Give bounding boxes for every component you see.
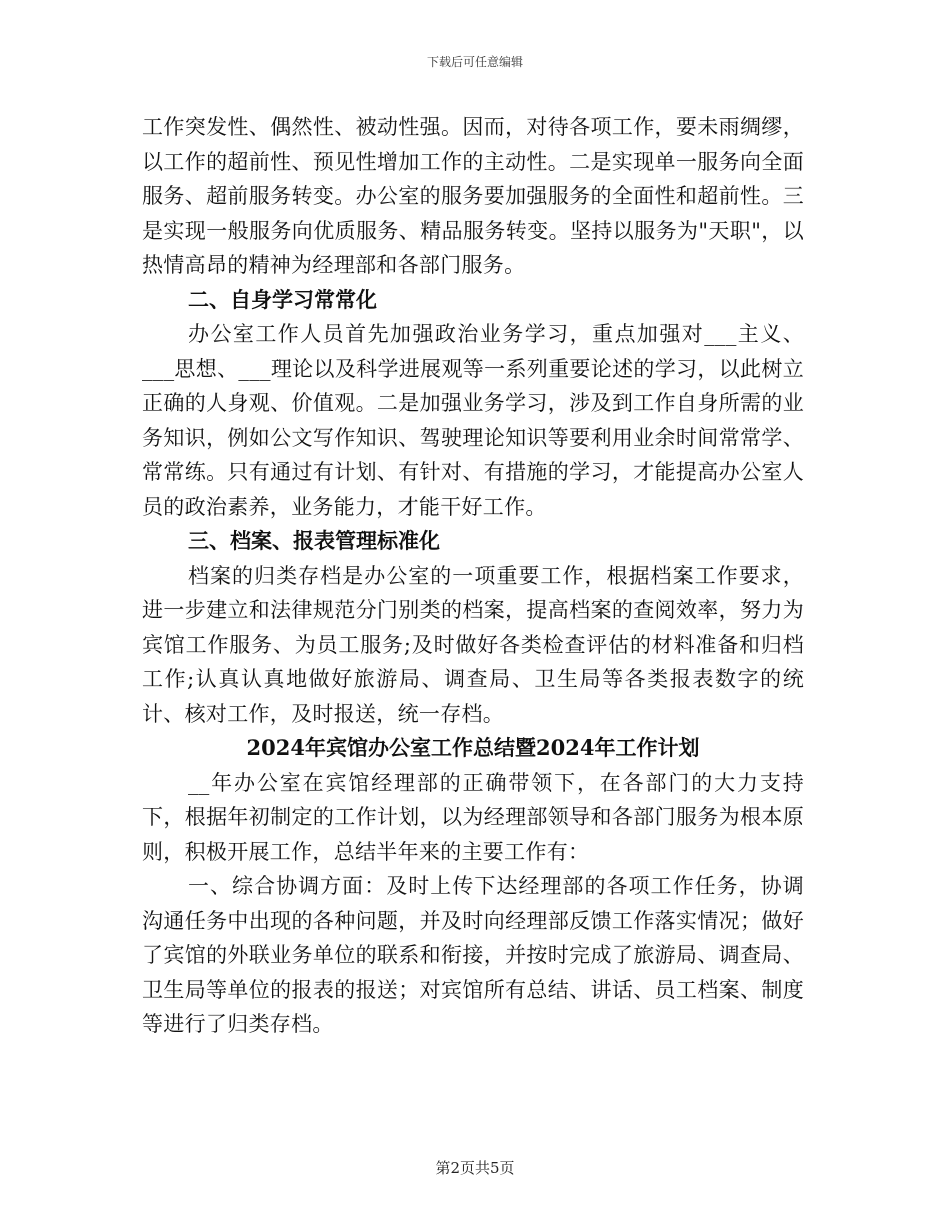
document-body bbox=[142, 110, 804, 1042]
page-header: 下载后可任意编辑 bbox=[426, 55, 523, 69]
paragraph-archives: 档案的归类存档是办公室的一项重要工作，根据档案工作要求，进一步建立和法律规范分门别类的档案，提高档案的查阅效率，努力为宾馆工作服务、为员工服务;及时做好各类检查评估的材料准备和归档工作;认真认真地做好旅游局、调查局、卫生局等各类报表数字的统计、核对工作，及时报送，统一存档。 bbox=[142, 563, 804, 726]
page-footer: 第2页共5页 bbox=[435, 1159, 515, 1177]
paragraph-study: 办公室工作人员首先加强政治业务学习，重点加强对___主义、___思想、___理论以及科学进展观等一系列重要论述的学习，以此树立正确的人身观、价值观。二是加强业务学习，涉及到工作自身所需的业务知识，例如公文写作知识、驾驶理论知识等要利用业余时间常常学、常常练。只有通过有计划、有针对、有措施的学习，才能提高办公室人员的政治素养，业务能力，才能干好工作。 bbox=[142, 322, 804, 519]
section-heading-archives: 三、档案、报表管理标准化 bbox=[188, 529, 440, 553]
paragraph-coordination: 一、综合协调方面：及时上传下达经理部的各项工作任务，协调沟通任务中出现的各种问题，并及时向经理部反馈工作落实情况；做好了宾馆的外联业务单位的联系和衔接，并按时完成了旅游局、调查局、卫生局等单位的报表的报送；对宾馆所有总结、讲话、员工档案、制度等进行了归类存档。 bbox=[142, 874, 804, 1036]
document-title: 2024年宾馆办公室工作总结暨2024年工作计划 bbox=[246, 735, 700, 760]
paragraph-service: 工作突发性、偶然性、被动性强。因而，对待各项工作，要未雨绸缪，以工作的超前性、预见性增加工作的主动性。二是实现单一服务向全面服务、超前服务转变。办公室的服务要加强服务的全面性和超前性。三是实现一般服务向优质服务、精品服务转变。坚持以服务为"天职"，以热情高昂的精神为经理部和各部门服务。 bbox=[142, 115, 804, 277]
section-heading-study: 二、自身学习常常化 bbox=[188, 287, 377, 312]
paragraph-intro: __年办公室在宾馆经理部的正确带领下，在各部门的大力支持下，根据年初制定的工作计划，以为经理部领导和各部门服务为根本原则，积极开展工作，总结半年来的主要工作有： bbox=[142, 770, 804, 864]
